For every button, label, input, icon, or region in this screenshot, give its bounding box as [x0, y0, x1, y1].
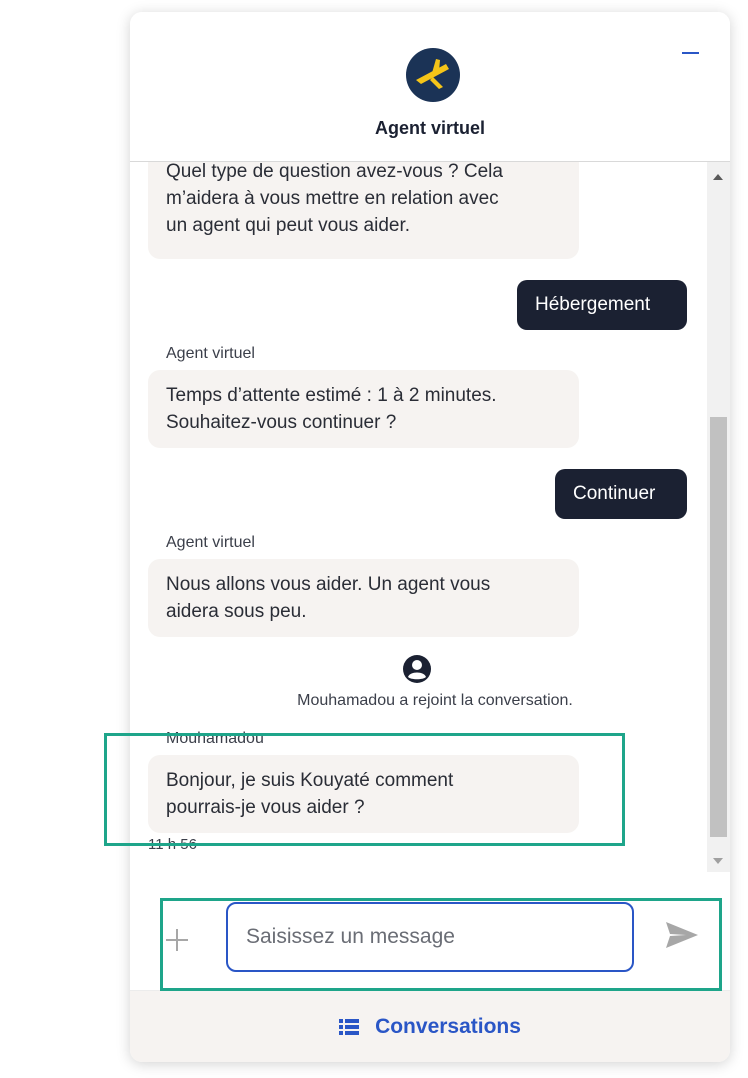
message-line: m’aidera à vous mettre en relation avec	[166, 188, 499, 209]
chat-header	[130, 12, 730, 162]
message-line: Quel type de question avez-vous ? Cela	[166, 162, 503, 182]
scroll-thumb[interactable]	[710, 417, 727, 837]
user-reply-continuer[interactable]: Continuer	[555, 469, 687, 519]
list-icon	[339, 1019, 359, 1035]
message-line: pourrais-je vous aider ?	[166, 797, 365, 818]
message-sender: Agent virtuel	[166, 534, 255, 551]
bot-message	[148, 559, 579, 637]
message-line: Nous allons vous aider. Un agent vous	[166, 574, 491, 595]
message-line: Souhaitez-vous continuer ?	[166, 412, 397, 433]
user-reply-hebergement[interactable]: Hébergement	[517, 280, 687, 330]
scroll-down-arrow-icon[interactable]	[713, 858, 723, 864]
conversations-button[interactable]	[130, 991, 730, 1062]
message-line: Temps d’attente estimé : 1 à 2 minutes.	[166, 385, 497, 406]
expedia-logo-icon	[405, 47, 461, 103]
message-sender: Mouhamadou	[166, 730, 264, 747]
footer	[130, 990, 730, 1062]
bot-message	[148, 162, 579, 259]
message-line: Bonjour, je suis Kouyaté comment	[166, 770, 454, 791]
scroll-up-arrow-icon[interactable]	[713, 174, 723, 180]
highlight-agent-message	[104, 733, 625, 846]
highlight-composer	[160, 898, 722, 991]
conversations-label: Conversations	[375, 1015, 521, 1038]
user-avatar-icon	[402, 654, 432, 684]
message-sender: Agent virtuel	[166, 345, 255, 362]
bot-message	[148, 370, 579, 448]
message-line: un agent qui peut vous aider.	[166, 215, 411, 236]
message-line: aidera sous peu.	[166, 601, 307, 622]
message-timestamp: 11 h 56	[148, 836, 197, 853]
message-scrollbar[interactable]	[707, 162, 730, 872]
minimize-button[interactable]	[682, 44, 700, 62]
system-notice: Mouhamadou a rejoint la conversation.	[297, 692, 573, 709]
chat-title: Agent virtuel	[374, 118, 485, 138]
